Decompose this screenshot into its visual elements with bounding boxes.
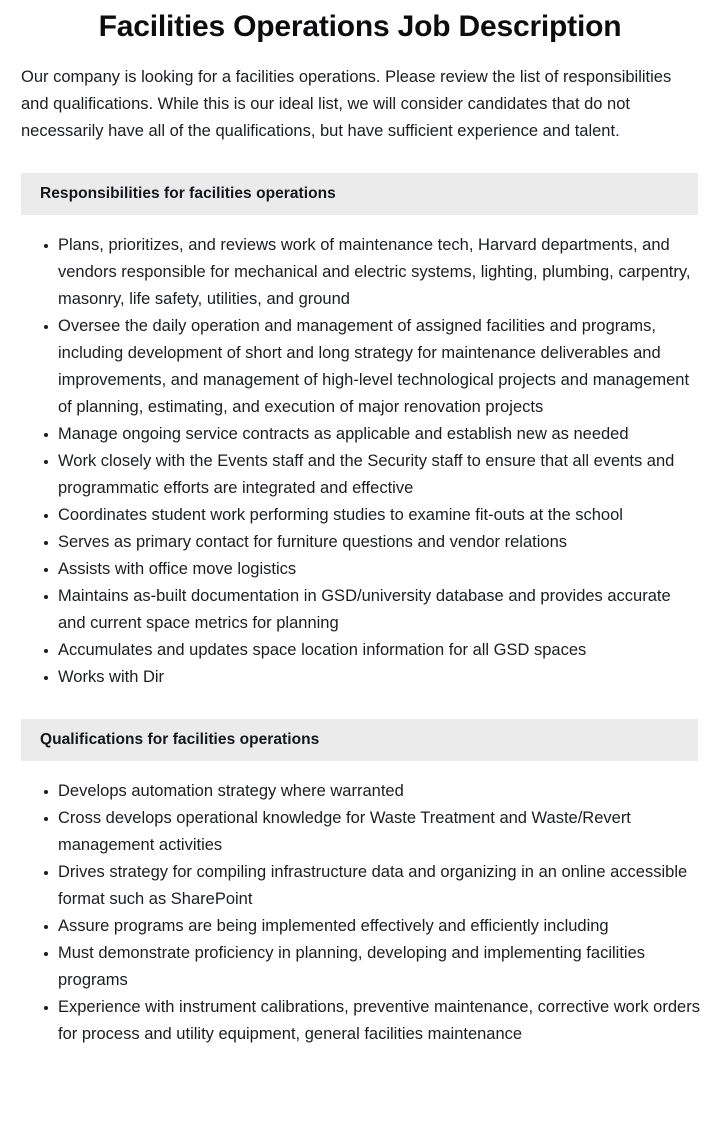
list-item: Accumulates and updates space location information for all GSD spaces [21, 637, 700, 664]
list-item: Work closely with the Events staff and the Security staff to ensure that all events and programmatic efforts are integrated and effective [21, 448, 700, 502]
responsibilities-section [0, 173, 720, 691]
qualifications-section [0, 719, 720, 1048]
intro-paragraph: Our company is looking for a facilities operations. Please review the list of responsibilities and qualifications. While this is our ideal list, we will consider candidates that do not necessarily have all of the qualifications, but have sufficient experience and talent. [21, 68, 672, 140]
qualifications-list [0, 761, 720, 1048]
page-title: Facilities Operations Job Description [98, 10, 622, 43]
qualifications-section-header [21, 719, 698, 761]
responsibilities-section-header [21, 173, 698, 215]
list-item: Experience with instrument calibrations, preventive maintenance, corrective work orders for process and utility equipment, general facilities maintenance [21, 994, 700, 1048]
section-heading-label: Qualifications for facilities operations [40, 731, 320, 748]
list-item: Drives strategy for compiling infrastructure data and organizing in an online accessible format such as SharePoint [21, 859, 700, 913]
list-item: Must demonstrate proficiency in planning, developing and implementing facilities programs [21, 940, 700, 994]
list-item: Manage ongoing service contracts as applicable and establish new as needed [21, 421, 700, 448]
list-item: Oversee the daily operation and management of assigned facilities and programs, including development of short and long strategy for maintenance deliverables and improvements, and management of high-level technological projects and management of planning, estimating, and execution of major renovation projects [21, 313, 700, 421]
list-item: Works with Dir [21, 664, 700, 691]
list-item: Develops automation strategy where warranted [21, 778, 700, 805]
section-heading-label: Responsibilities for facilities operations [40, 185, 336, 202]
list-item: Assure programs are being implemented effectively and efficiently including [21, 913, 700, 940]
list-item: Plans, prioritizes, and reviews work of maintenance tech, Harvard departments, and vendors responsible for mechanical and electric systems, lighting, plumbing, carpentry, masonry, life safety, utilities, and ground [21, 232, 700, 313]
responsibilities-list [0, 215, 720, 691]
list-item: Coordinates student work performing studies to examine fit-outs at the school [21, 502, 700, 529]
list-item: Assists with office move logistics [21, 556, 700, 583]
list-item: Serves as primary contact for furniture questions and vendor relations [21, 529, 700, 556]
list-item: Cross develops operational knowledge for Waste Treatment and Waste/Revert management activities [21, 805, 700, 859]
list-item: Maintains as-built documentation in GSD/university database and provides accurate and current space metrics for planning [21, 583, 700, 637]
